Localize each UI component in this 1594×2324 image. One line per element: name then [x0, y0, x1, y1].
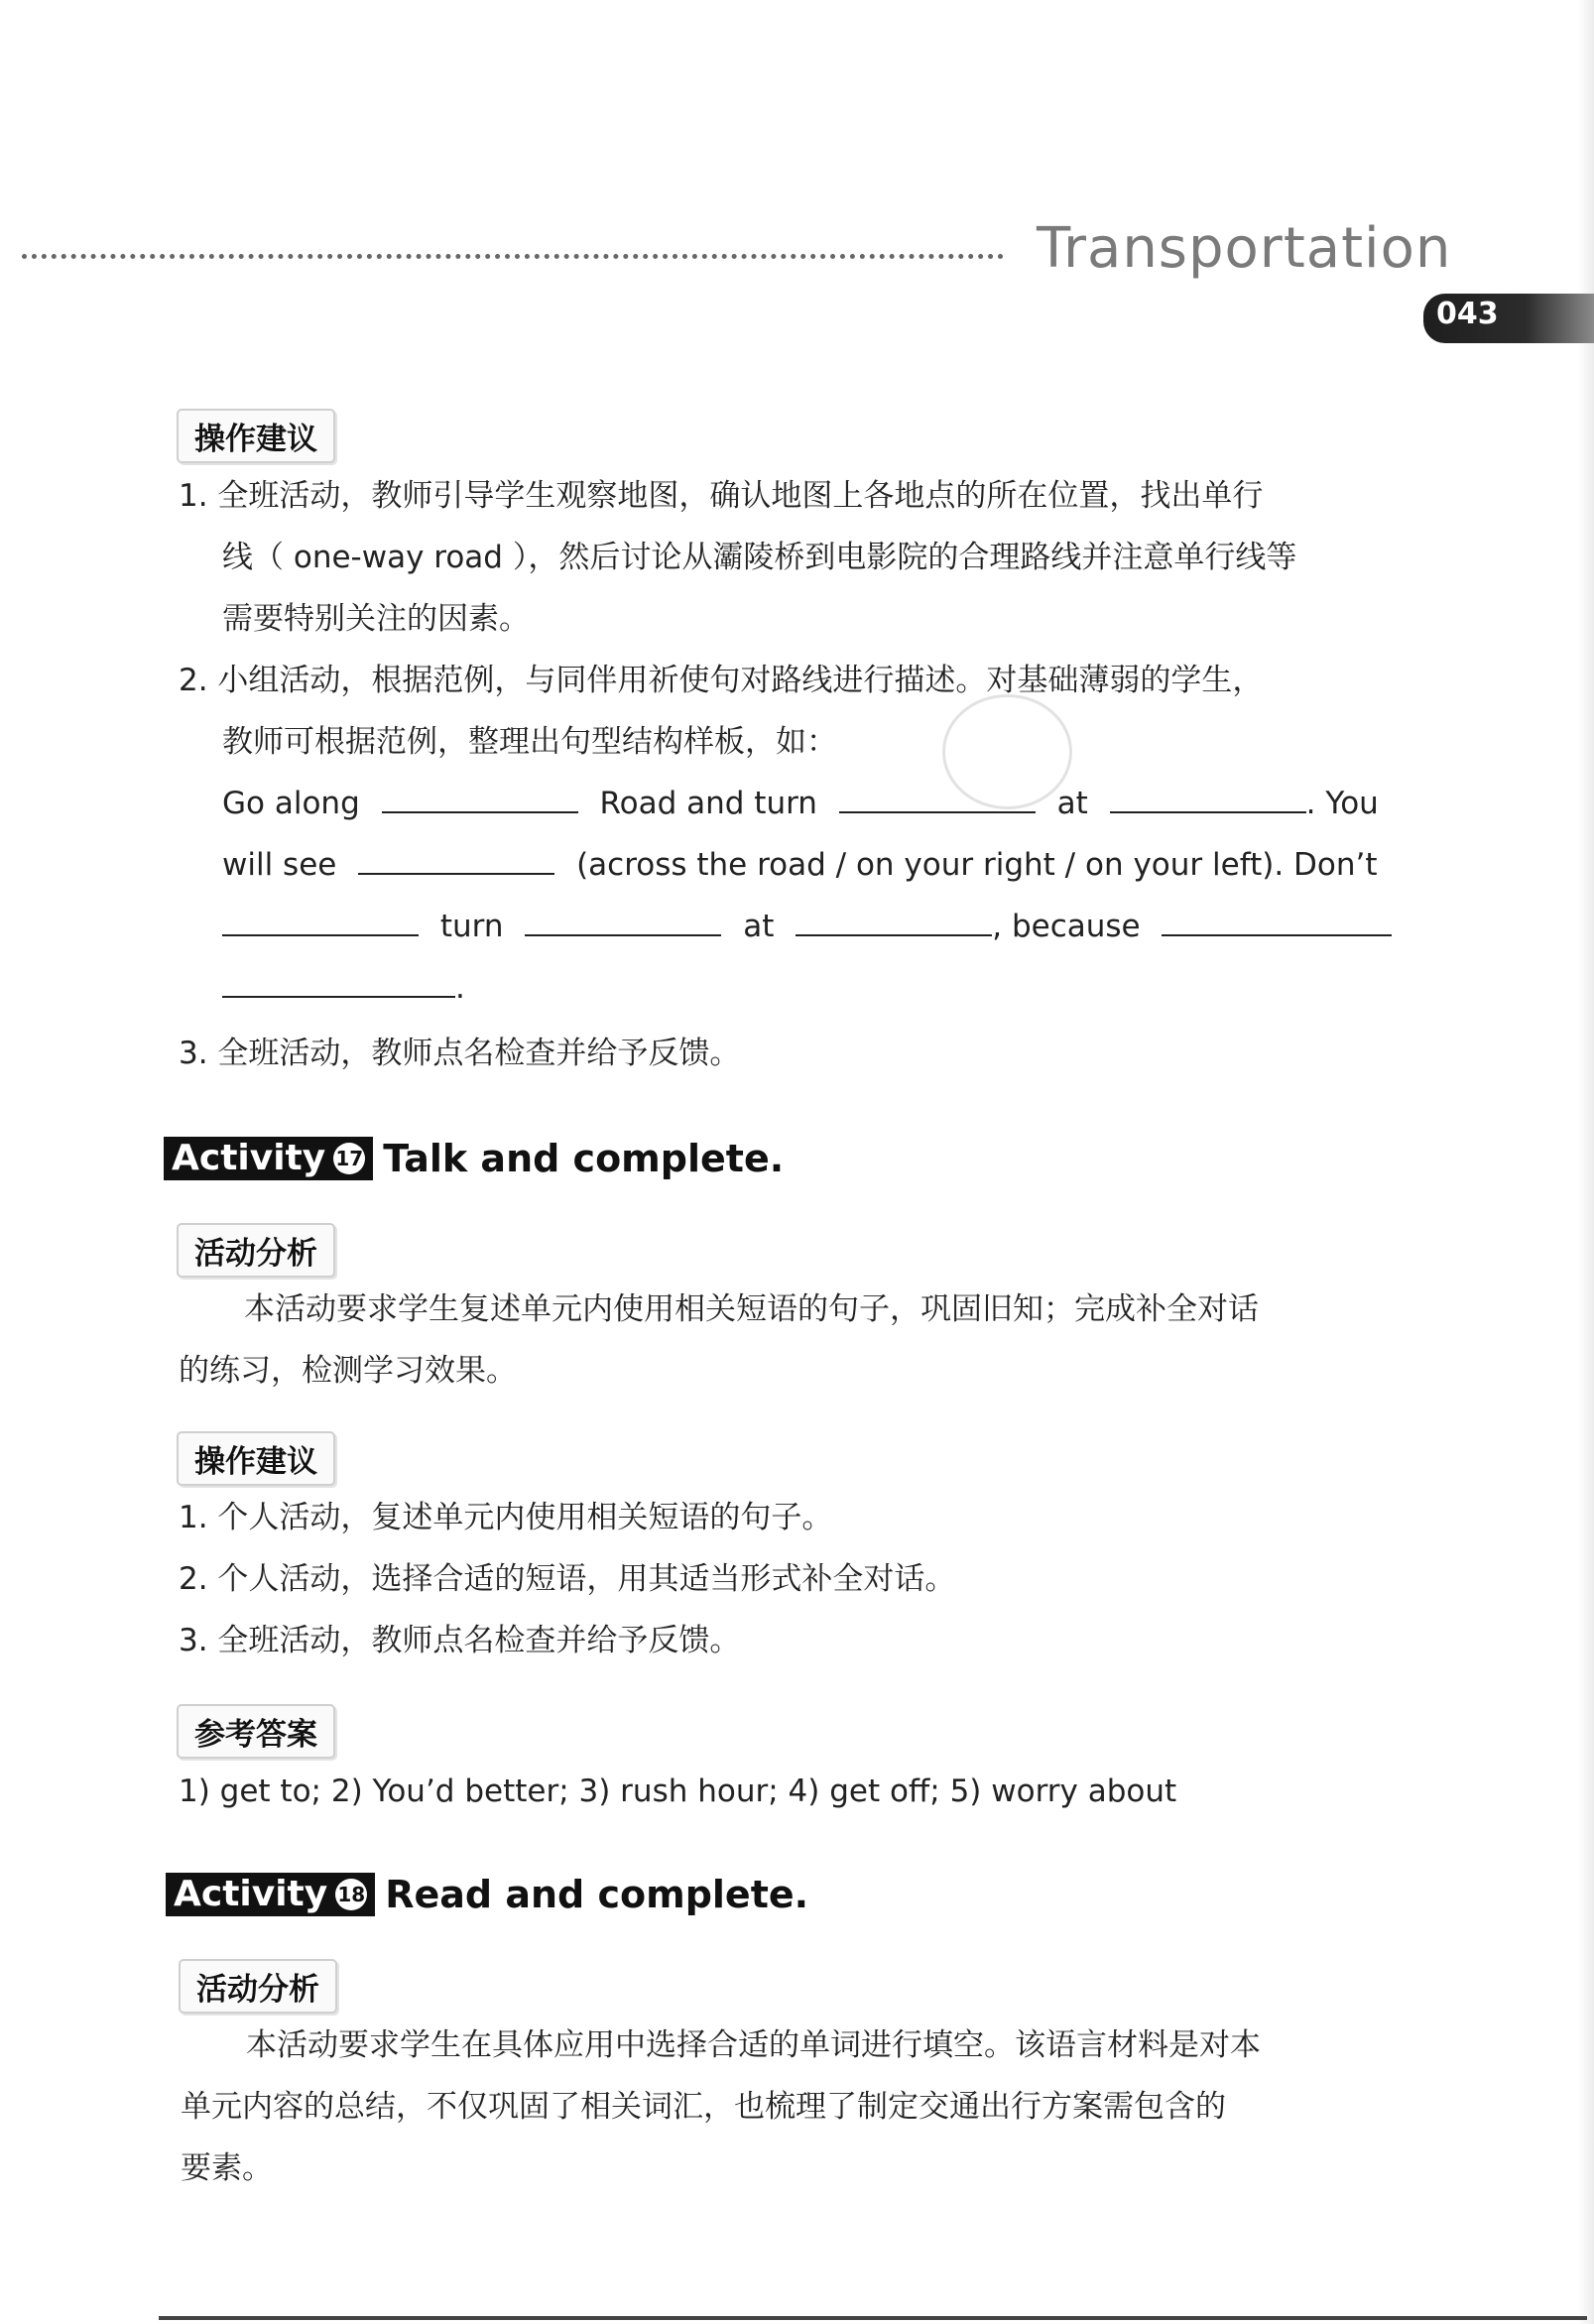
activity-17-heading	[164, 1137, 784, 1180]
tag-operation-suggestions: 操作建议	[177, 409, 335, 463]
activity-number: 17	[333, 1143, 365, 1174]
template-text: , because	[992, 909, 1141, 944]
paragraph-line: 的练习，检测学习效果。	[179, 1353, 517, 1389]
paragraph-line: 本活动要求学生复述单元内使用相关短语的句子，巩固旧知；完成补全对话	[244, 1291, 1259, 1327]
fill-blank	[796, 905, 992, 936]
template-line-4	[222, 966, 465, 1010]
answers-line: 1) get to; 2) You’d better; 3) rush hour; 4) get off; 5) worry about	[179, 1774, 1177, 1809]
activity-number: 18	[335, 1879, 367, 1910]
section-title: Transportation	[1037, 216, 1452, 281]
fill-blank	[358, 843, 554, 875]
paragraph-line: 线（ one-way road ），然后讨论从灞陵桥到电影院的合理路线并注意单行线等	[222, 540, 1297, 575]
activity-label: Activity	[174, 1874, 328, 1914]
activity-label-box	[164, 1137, 373, 1180]
header-dotted-rule	[22, 254, 1004, 259]
template-text: turn	[439, 909, 504, 944]
fill-blank	[222, 966, 455, 998]
paragraph-line: 2. 个人活动，选择合适的短语，用其适当形式补全对话。	[179, 1561, 956, 1597]
activity-label-box	[166, 1873, 375, 1916]
activity-title: Read and complete.	[385, 1873, 809, 1916]
paragraph-line: 要素。	[181, 2150, 273, 2186]
template-line-2	[222, 843, 1378, 887]
fill-blank	[1162, 905, 1392, 936]
paragraph-line: 3. 全班活动，教师点名检查并给予反馈。	[179, 1623, 741, 1658]
template-text: at	[1056, 786, 1088, 821]
tag-activity-analysis: 活动分析	[177, 1223, 335, 1278]
template-text: (across the road / on your right / on your left). Don’t	[576, 847, 1378, 883]
activity-title: Talk and complete.	[383, 1137, 785, 1180]
fill-blank	[1110, 782, 1306, 813]
fill-blank	[222, 905, 419, 936]
template-line-1	[222, 782, 1379, 825]
template-line-3	[222, 905, 1392, 948]
activity-18-heading	[166, 1873, 808, 1916]
template-text: Go along	[222, 786, 360, 821]
template-text: .	[455, 970, 465, 1006]
fill-blank	[525, 905, 721, 936]
tag-activity-analysis: 活动分析	[179, 1959, 337, 2014]
paragraph-line: 1. 个人活动，复述单元内使用相关短语的句子。	[179, 1500, 833, 1535]
page-edge-shadow	[1578, 0, 1594, 2324]
page-number: 043	[1436, 297, 1499, 331]
paragraph-line: 本活动要求学生在具体应用中选择合适的单词进行填空。该语言材料是对本	[246, 2027, 1261, 2063]
template-text: . You	[1305, 786, 1379, 821]
template-text: at	[743, 909, 775, 944]
paragraph-line: 教师可根据范例，整理出句型结构样板，如：	[222, 724, 837, 760]
paragraph-line: 1. 全班活动，教师引导学生观察地图，确认地图上各地点的所在位置，找出单行	[179, 478, 1264, 514]
paragraph-line: 2. 小组活动，根据范例，与同伴用祈使句对路线进行描述。对基础薄弱的学生，	[179, 663, 1264, 698]
tag-reference-answers: 参考答案	[177, 1704, 335, 1759]
activity-label: Activity	[172, 1138, 326, 1178]
template-text: will see	[222, 847, 337, 883]
tag-operation-suggestions: 操作建议	[177, 1431, 335, 1486]
paragraph-line: 需要特别关注的因素。	[222, 601, 530, 637]
bottom-rule	[159, 2316, 1587, 2320]
template-text: Road and turn	[599, 786, 817, 821]
watermark-stamp	[942, 694, 1072, 809]
paragraph-line: 3. 全班活动，教师点名检查并给予反馈。	[179, 1036, 741, 1071]
fill-blank	[382, 782, 578, 813]
paragraph-line: 单元内容的总结，不仅巩固了相关词汇，也梳理了制定交通出行方案需包含的	[181, 2089, 1226, 2125]
